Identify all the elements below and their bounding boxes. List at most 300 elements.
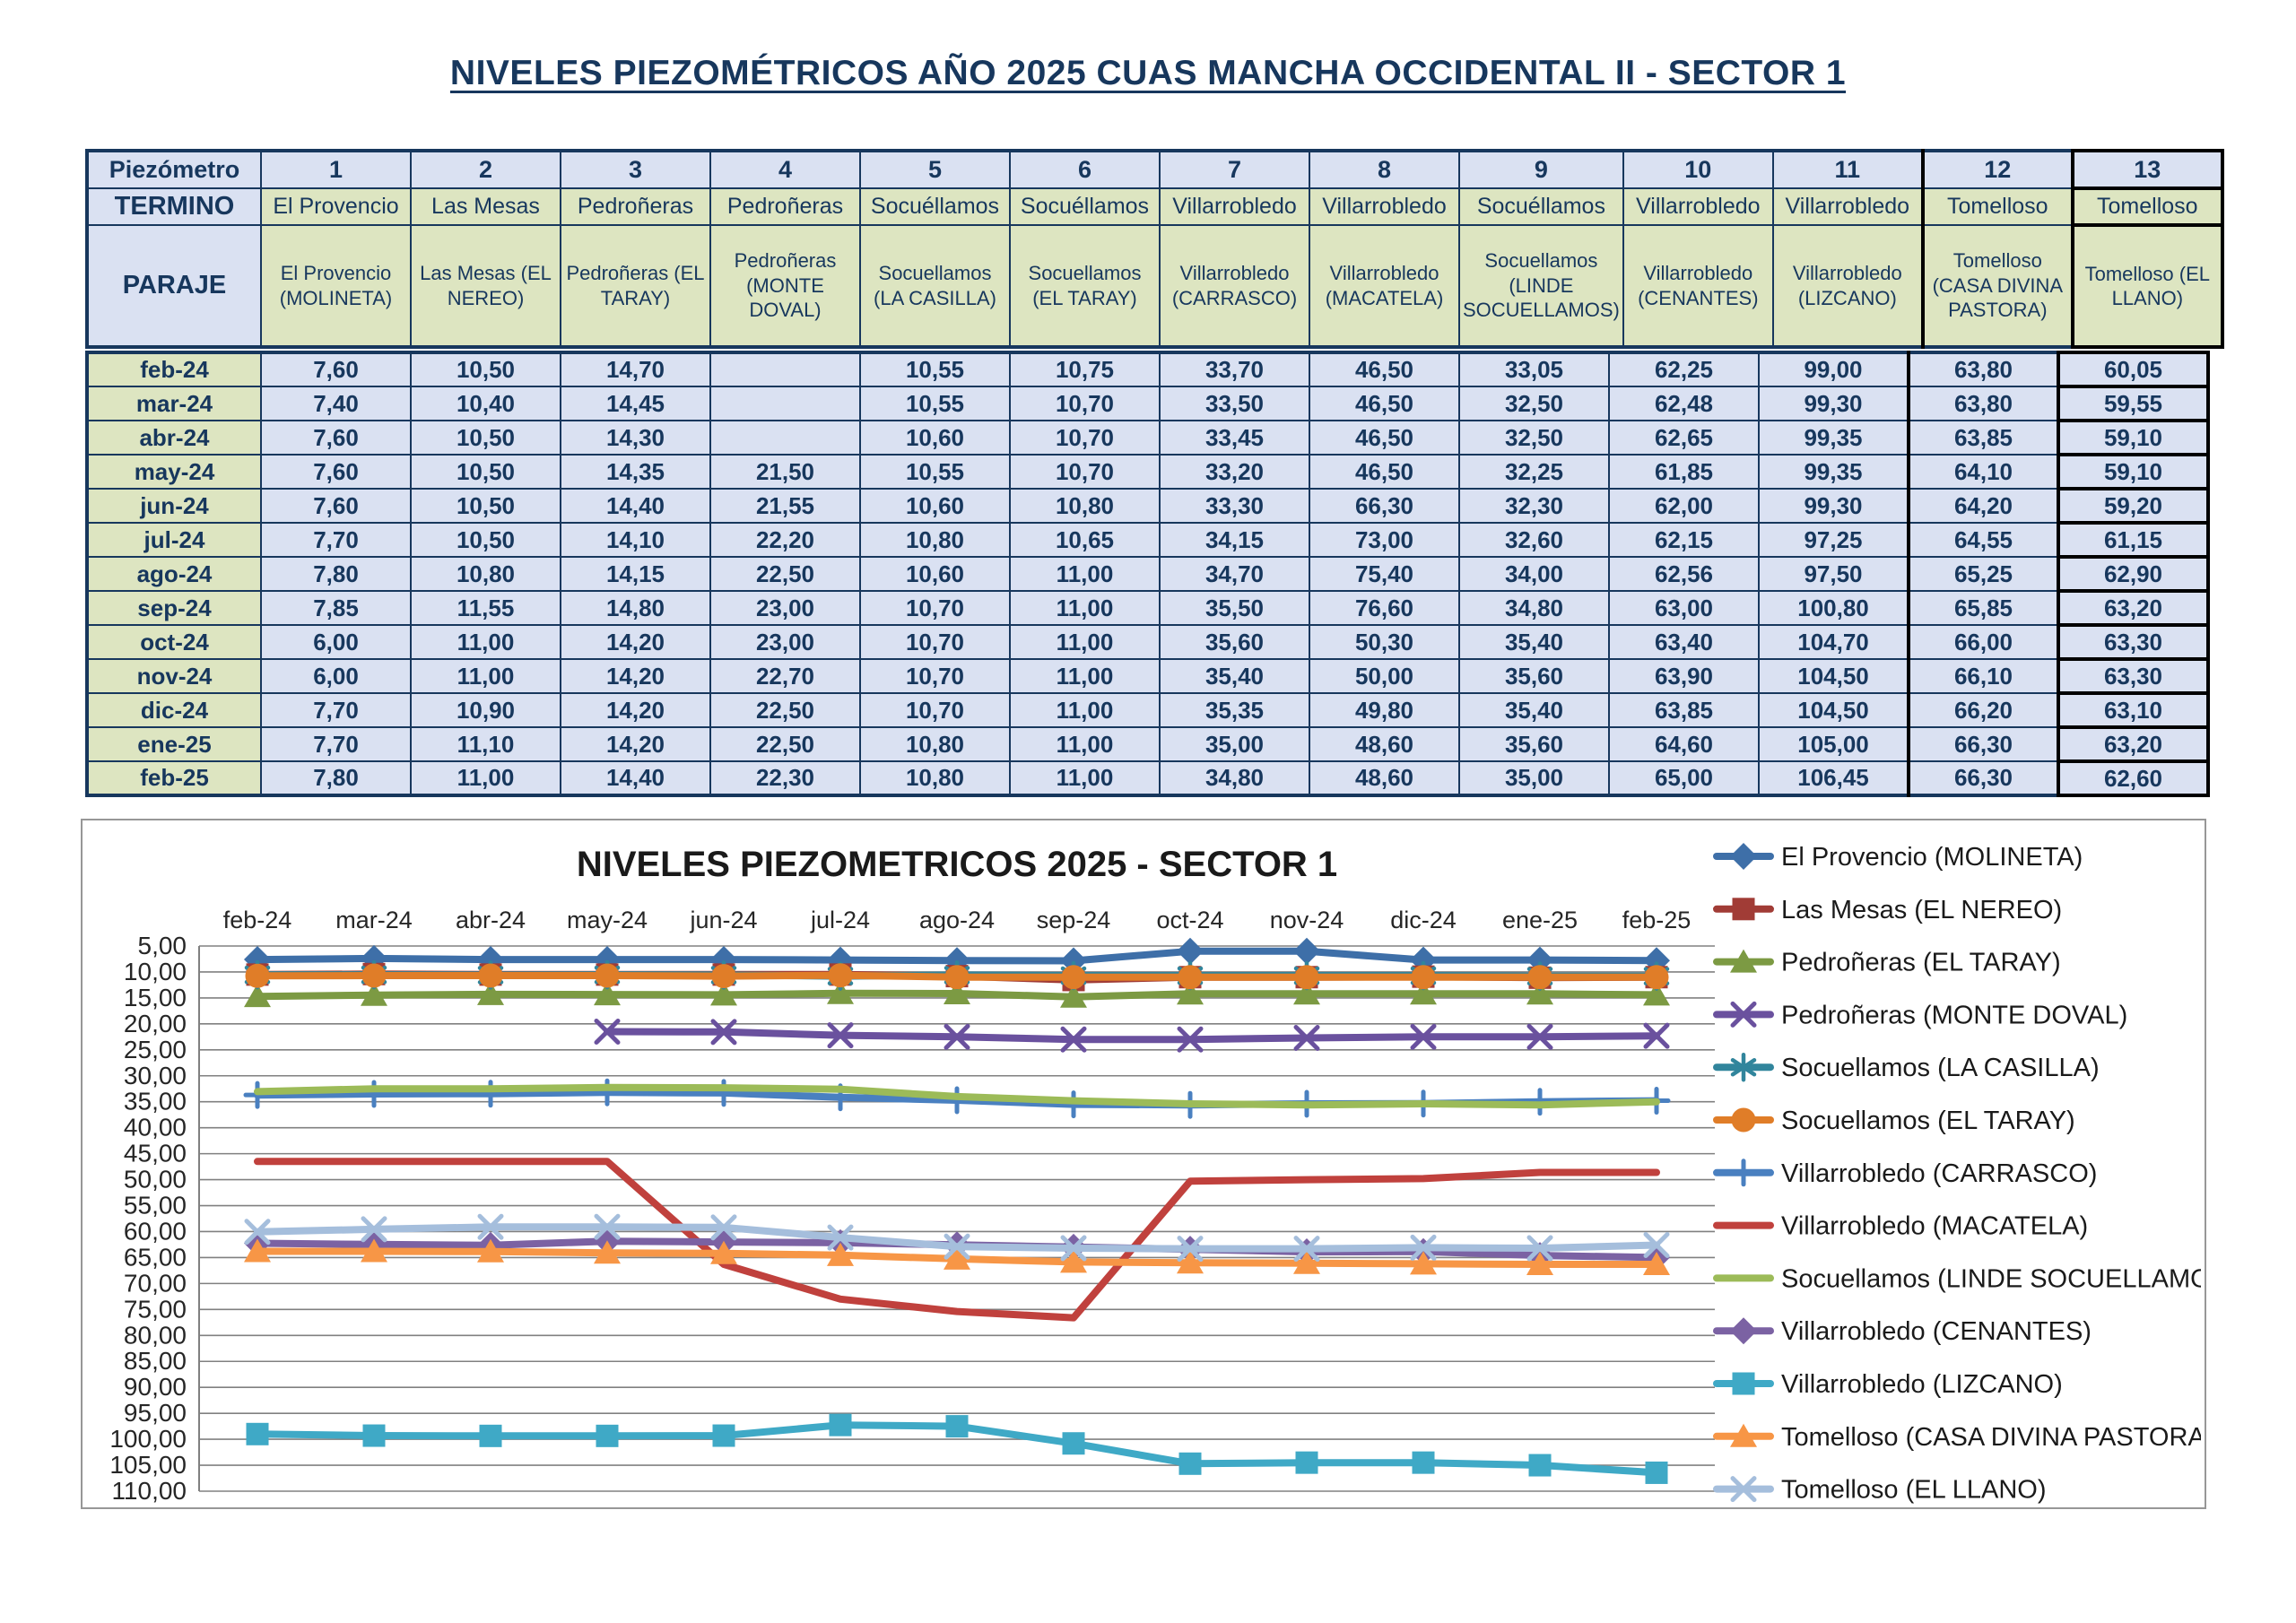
termino-cell[interactable]: Pedroñeras [710,188,860,225]
month-cell[interactable]: mar-24 [87,386,261,421]
marker-square [596,1425,619,1447]
marker-circle [362,964,387,988]
y-tick-label: 95,00 [123,1399,187,1428]
value-cell[interactable]: 63,20 [2058,727,2208,761]
value-cell[interactable]: 59,20 [2058,489,2208,523]
value-cell[interactable]: 62,00 [1609,489,1759,523]
value-cell[interactable]: 23,00 [710,591,860,625]
month-cell[interactable]: jul-24 [87,523,261,557]
value-cell[interactable]: 63,20 [2058,591,2208,625]
value-cell[interactable]: 63,40 [1609,625,1759,659]
piezometro-number-cell[interactable]: 11 [1773,151,1923,188]
value-cell[interactable] [710,421,860,455]
value-cell[interactable]: 62,25 [1609,352,1759,386]
value-cell[interactable]: 11,00 [1010,625,1160,659]
piezometro-number-cell[interactable]: 12 [1923,151,2073,188]
table-row [87,693,2208,727]
x-tick-label: nov-24 [1269,907,1344,933]
month-cell[interactable]: ago-24 [87,557,261,591]
value-cell[interactable]: 14,45 [561,386,710,421]
value-cell[interactable]: 99,00 [1759,352,1909,386]
paraje-cell[interactable]: Villarrobledo (LIZCANO) [1773,225,1923,347]
piezometro-number-cell[interactable]: 1 [261,151,411,188]
paraje-cell[interactable]: Tomelloso (CASA DIVINA PASTORA) [1923,225,2073,347]
y-tick-label: 10,00 [123,957,187,985]
value-cell[interactable]: 22,50 [710,693,860,727]
marker-circle [945,965,970,989]
value-cell[interactable]: 34,70 [1160,557,1309,591]
legend-entry [1717,1001,2127,1029]
month-cell[interactable]: dic-24 [87,693,261,727]
y-tick-label: 60,00 [123,1217,187,1245]
value-cell[interactable]: 46,50 [1309,455,1459,489]
y-tick-label: 75,00 [123,1295,187,1324]
table-row [87,761,2208,795]
value-cell[interactable]: 50,00 [1309,659,1459,693]
x-tick-label: ago-24 [918,907,996,933]
value-cell[interactable]: 10,50 [411,455,561,489]
month-cell[interactable]: may-24 [87,455,261,489]
table-row [87,659,2208,693]
value-cell[interactable]: 11,00 [1010,727,1160,761]
value-cell[interactable]: 50,30 [1309,625,1459,659]
month-cell[interactable]: abr-24 [87,421,261,455]
value-cell[interactable]: 22,50 [710,557,860,591]
marker-square [1063,1432,1085,1454]
value-cell[interactable]: 35,40 [1459,693,1609,727]
value-cell[interactable]: 64,20 [1909,489,2058,523]
x-tick-label: sep-24 [1036,907,1111,933]
value-cell[interactable]: 10,70 [860,591,1010,625]
value-cell[interactable]: 99,30 [1759,386,1909,421]
value-cell[interactable]: 14,80 [561,591,710,625]
value-cell[interactable]: 14,70 [561,352,710,386]
marker-circle [246,964,270,988]
legend-label: Villarrobledo (CARRASCO) [1781,1159,2098,1188]
month-cell[interactable]: jun-24 [87,489,261,523]
value-cell[interactable]: 10,65 [1010,523,1160,557]
value-cell[interactable]: 64,10 [1909,455,2058,489]
month-cell[interactable]: nov-24 [87,659,261,693]
value-cell[interactable]: 35,60 [1459,727,1609,761]
value-cell[interactable]: 35,40 [1160,659,1309,693]
value-cell[interactable]: 21,50 [710,455,860,489]
value-cell[interactable]: 11,00 [411,761,561,795]
value-cell[interactable]: 10,75 [1010,352,1160,386]
value-cell[interactable]: 7,70 [261,693,411,727]
marker-square [363,1425,386,1447]
series-villarrobledo-lizcano [247,1414,1668,1484]
paraje-cell[interactable]: Socuellamos (LINDE SOCUELLAMOS) [1459,225,1623,347]
value-cell[interactable]: 99,35 [1759,421,1909,455]
value-cell[interactable]: 22,50 [710,727,860,761]
value-cell[interactable]: 10,70 [860,625,1010,659]
y-tick-label: 90,00 [123,1373,187,1402]
paraje-cell[interactable]: Villarrobledo (CARRASCO) [1160,225,1309,347]
value-cell[interactable]: 35,60 [1459,659,1609,693]
value-cell[interactable]: 62,90 [2058,557,2208,591]
value-cell[interactable]: 73,00 [1309,523,1459,557]
y-tick-label: 20,00 [123,1009,187,1037]
value-cell[interactable]: 6,00 [261,625,411,659]
legend-entry [1717,1212,2088,1241]
value-cell[interactable]: 10,80 [411,557,561,591]
x-tick-label: dic-24 [1390,907,1457,933]
value-cell[interactable]: 10,70 [1010,421,1160,455]
value-cell[interactable]: 10,50 [411,352,561,386]
marker-square [1179,1453,1202,1475]
value-cell[interactable]: 46,50 [1309,386,1459,421]
legend-label: Villarrobledo (CENANTES) [1781,1317,2092,1347]
marker-square [713,1425,735,1447]
marker-circle [1645,965,1669,989]
value-cell[interactable]: 66,30 [1309,489,1459,523]
value-cell[interactable]: 100,80 [1759,591,1909,625]
legend-entry [1717,1159,2097,1188]
value-cell[interactable]: 65,85 [1909,591,2058,625]
value-cell[interactable]: 62,65 [1609,421,1759,455]
value-cell[interactable]: 7,40 [261,386,411,421]
value-cell[interactable]: 14,40 [561,489,710,523]
termino-cell[interactable]: Socuéllamos [1459,188,1623,225]
value-cell[interactable]: 62,48 [1609,386,1759,421]
value-cell[interactable]: 99,30 [1759,489,1909,523]
piezometro-number-cell[interactable]: 5 [860,151,1010,188]
paraje-cell[interactable]: Pedroñeras (MONTE DOVAL) [710,225,860,347]
y-tick-label: 45,00 [123,1139,187,1167]
value-cell[interactable]: 7,70 [261,727,411,761]
piezometro-corner-label: Piezómetro [87,151,261,188]
table-row [87,523,2208,557]
legend-label: Socuellamos (LINDE SOCUELLAMOS) [1781,1264,2201,1294]
termino-cell[interactable]: Villarrobledo [1309,188,1459,225]
marker-square [1529,1454,1552,1477]
paraje-row [87,225,2222,347]
series-line [607,1032,1657,1040]
legend-label: Las Mesas (EL NEREO) [1781,895,2063,924]
value-cell[interactable]: 10,80 [860,727,1010,761]
value-cell[interactable]: 11,00 [1010,761,1160,795]
value-cell[interactable]: 7,60 [261,352,411,386]
piezometro-number-cell[interactable]: 10 [1623,151,1773,188]
value-cell[interactable]: 23,00 [710,625,860,659]
value-cell[interactable]: 14,30 [561,421,710,455]
value-cell[interactable]: 14,15 [561,557,710,591]
y-tick-label: 65,00 [123,1243,187,1271]
value-cell[interactable]: 33,50 [1160,386,1309,421]
value-cell[interactable]: 59,10 [2058,455,2208,489]
value-cell[interactable]: 11,00 [411,625,561,659]
y-tick-label: 80,00 [123,1321,187,1350]
value-cell[interactable]: 7,85 [261,591,411,625]
value-cell[interactable]: 22,70 [710,659,860,693]
month-cell[interactable]: oct-24 [87,625,261,659]
piezometro-number-cell[interactable]: 3 [561,151,710,188]
y-tick-label: 15,00 [123,983,187,1011]
marker-square [1733,898,1755,920]
value-cell[interactable]: 49,80 [1309,693,1459,727]
chart-panel [81,819,2206,1509]
value-cell[interactable]: 10,60 [860,557,1010,591]
value-cell[interactable]: 59,10 [2058,421,2208,455]
value-cell[interactable]: 48,60 [1309,727,1459,761]
value-cell[interactable]: 35,35 [1160,693,1309,727]
value-cell[interactable]: 7,80 [261,557,411,591]
piezometro-number-cell[interactable]: 9 [1459,151,1623,188]
piezometric-line-chart [83,820,2201,1504]
chart-legend [1717,843,2201,1504]
value-cell[interactable]: 63,30 [2058,625,2208,659]
value-cell[interactable]: 21,55 [710,489,860,523]
value-cell[interactable]: 61,15 [2058,523,2208,557]
piezometro-number-cell[interactable]: 8 [1309,151,1459,188]
legend-entry [1717,1317,2092,1346]
y-tick-label: 105,00 [109,1451,187,1480]
paraje-cell[interactable]: Tomelloso (EL LLANO) [2073,225,2222,347]
value-cell[interactable]: 99,35 [1759,455,1909,489]
value-cell[interactable]: 59,55 [2058,386,2208,421]
value-cell[interactable]: 14,35 [561,455,710,489]
value-cell[interactable]: 10,70 [1010,455,1160,489]
x-tick-label: abr-24 [455,907,526,933]
value-cell[interactable]: 10,80 [860,761,1010,795]
termino-cell[interactable]: Villarrobledo [1160,188,1309,225]
y-tick-label: 55,00 [123,1191,187,1219]
paraje-cell[interactable]: Las Mesas (EL NEREO) [411,225,561,347]
value-cell[interactable]: 10,70 [860,693,1010,727]
legend-entry [1717,949,2061,977]
value-cell[interactable]: 60,05 [2058,352,2208,386]
value-cell[interactable]: 35,00 [1459,761,1609,795]
legend-label: Socuellamos (EL TARAY) [1781,1107,2075,1135]
value-cell[interactable]: 10,40 [411,386,561,421]
legend-entry [1717,843,2083,872]
value-cell[interactable]: 33,45 [1160,421,1309,455]
termino-cell[interactable]: Socuéllamos [860,188,1010,225]
value-cell[interactable]: 34,80 [1459,591,1609,625]
value-cell[interactable]: 32,30 [1459,489,1609,523]
value-cell[interactable]: 11,00 [1010,557,1160,591]
value-cell[interactable]: 66,30 [1909,761,2058,795]
value-cell[interactable]: 10,80 [860,523,1010,557]
value-cell[interactable]: 76,60 [1309,591,1459,625]
value-cell[interactable]: 35,00 [1160,727,1309,761]
marker-square [1296,1452,1318,1474]
value-cell[interactable]: 63,30 [2058,659,2208,693]
month-cell[interactable]: ene-25 [87,727,261,761]
value-cell[interactable]: 7,80 [261,761,411,795]
month-cell[interactable]: sep-24 [87,591,261,625]
value-cell[interactable]: 14,20 [561,693,710,727]
marker-square [480,1425,502,1447]
piezometro-number-cell[interactable]: 6 [1010,151,1160,188]
value-cell[interactable]: 65,00 [1609,761,1759,795]
value-cell[interactable]: 34,15 [1160,523,1309,557]
value-cell[interactable]: 14,20 [561,659,710,693]
month-cell[interactable]: feb-25 [87,761,261,795]
legend-label: Villarrobledo (LIZCANO) [1781,1370,2063,1399]
value-cell[interactable]: 7,60 [261,489,411,523]
value-cell[interactable]: 104,50 [1759,659,1909,693]
value-cell[interactable]: 7,60 [261,455,411,489]
value-cell[interactable] [710,386,860,421]
value-cell[interactable]: 10,60 [860,489,1010,523]
value-cell[interactable]: 66,10 [1909,659,2058,693]
value-cell[interactable]: 65,25 [1909,557,2058,591]
value-cell[interactable]: 104,50 [1759,693,1909,727]
marker-square [1733,1373,1755,1395]
value-cell[interactable]: 61,85 [1609,455,1759,489]
value-cell[interactable]: 10,70 [860,659,1010,693]
value-cell[interactable]: 66,20 [1909,693,2058,727]
table-row [87,352,2208,386]
paraje-cell[interactable]: El Provencio (MOLINETA) [261,225,411,347]
value-cell[interactable]: 10,50 [411,489,561,523]
value-cell[interactable]: 11,10 [411,727,561,761]
value-cell[interactable]: 35,50 [1160,591,1309,625]
value-cell[interactable]: 10,60 [860,421,1010,455]
chart-title: NIVELES PIEZOMETRICOS 2025 - SECTOR 1 [576,845,1338,884]
value-cell[interactable]: 97,50 [1759,557,1909,591]
value-cell[interactable]: 34,80 [1160,761,1309,795]
value-cell[interactable]: 35,60 [1160,625,1309,659]
value-cell[interactable]: 63,10 [2058,693,2208,727]
value-cell[interactable]: 63,00 [1609,591,1759,625]
value-cell[interactable]: 62,60 [2058,761,2208,795]
value-cell[interactable]: 22,20 [710,523,860,557]
table-row [87,557,2208,591]
value-cell[interactable]: 66,00 [1909,625,2058,659]
value-cell[interactable]: 63,90 [1609,659,1759,693]
termino-cell[interactable]: Socuéllamos [1010,188,1160,225]
value-cell[interactable]: 63,85 [1909,421,2058,455]
table-row [87,421,2208,455]
y-tick-label: 40,00 [123,1113,187,1141]
value-cell[interactable]: 33,30 [1160,489,1309,523]
value-cell[interactable]: 10,50 [411,421,561,455]
value-cell[interactable]: 10,80 [1010,489,1160,523]
termino-cell[interactable]: Villarrobledo [1773,188,1923,225]
value-cell[interactable]: 66,30 [1909,727,2058,761]
value-cell[interactable]: 104,70 [1759,625,1909,659]
value-cell[interactable]: 22,30 [710,761,860,795]
x-tick-label: may-24 [566,907,648,933]
value-cell[interactable]: 46,50 [1309,421,1459,455]
legend-label: Pedroñeras (EL TARAY) [1781,948,2061,977]
marker-circle [1062,965,1086,989]
value-cell[interactable]: 64,60 [1609,727,1759,761]
marker-circle [829,963,853,987]
value-cell[interactable]: 62,15 [1609,523,1759,557]
value-cell[interactable]: 46,50 [1309,352,1459,386]
value-cell[interactable]: 63,80 [1909,386,2058,421]
table-row [87,455,2208,489]
termino-cell[interactable]: Tomelloso [2073,188,2222,225]
termino-cell[interactable]: Pedroñeras [561,188,710,225]
legend-label: Tomelloso (CASA DIVINA PASTORA) [1781,1422,2201,1452]
paraje-cell[interactable]: Socuellamos (LA CASILLA) [860,225,1010,347]
value-cell[interactable]: 33,70 [1160,352,1309,386]
value-cell[interactable]: 75,40 [1309,557,1459,591]
value-cell[interactable]: 32,50 [1459,421,1609,455]
termino-cell[interactable]: Tomelloso [1923,188,2073,225]
value-cell[interactable]: 32,60 [1459,523,1609,557]
piezometer-header-table [85,149,2224,349]
value-cell[interactable]: 35,40 [1459,625,1609,659]
value-cell[interactable]: 10,55 [860,386,1010,421]
value-cell[interactable]: 32,50 [1459,386,1609,421]
value-cell[interactable]: 10,55 [860,455,1010,489]
series-pedro-eras-monte-doval [596,1021,1667,1051]
value-cell[interactable]: 7,70 [261,523,411,557]
paraje-row-label: PARAJE [87,225,261,347]
value-cell[interactable]: 48,60 [1309,761,1459,795]
marker-circle [1295,965,1319,989]
paraje-cell[interactable]: Socuellamos (EL TARAY) [1010,225,1160,347]
piezometro-number-cell[interactable]: 4 [710,151,860,188]
value-cell[interactable]: 14,20 [561,727,710,761]
marker-circle [712,964,736,988]
value-cell[interactable] [710,352,860,386]
marker-square [830,1414,852,1436]
value-cell[interactable]: 14,10 [561,523,710,557]
value-cell[interactable]: 64,55 [1909,523,2058,557]
value-cell[interactable]: 14,20 [561,625,710,659]
value-cell[interactable]: 14,40 [561,761,710,795]
piezometro-number-cell[interactable]: 2 [411,151,561,188]
value-cell[interactable]: 97,25 [1759,523,1909,557]
value-cell[interactable]: 33,05 [1459,352,1609,386]
value-cell[interactable]: 63,80 [1909,352,2058,386]
legend-entry [1717,896,2062,924]
termino-cell[interactable]: Las Mesas [411,188,561,225]
value-cell[interactable]: 62,56 [1609,557,1759,591]
piezometro-number-cell[interactable]: 7 [1160,151,1309,188]
value-cell[interactable]: 11,55 [411,591,561,625]
value-cell[interactable]: 63,85 [1609,693,1759,727]
value-cell[interactable]: 34,00 [1459,557,1609,591]
value-cell[interactable]: 10,55 [860,352,1010,386]
value-cell[interactable]: 10,70 [1010,386,1160,421]
legend-entry [1717,1423,2201,1452]
legend-entry [1717,1054,2100,1082]
value-cell[interactable]: 11,00 [1010,659,1160,693]
value-cell[interactable]: 33,20 [1160,455,1309,489]
value-cell[interactable]: 11,00 [411,659,561,693]
value-cell[interactable]: 32,25 [1459,455,1609,489]
value-cell[interactable]: 6,00 [261,659,411,693]
value-cell[interactable]: 11,00 [1010,591,1160,625]
marker-circle [1732,1108,1756,1133]
value-cell[interactable]: 10,90 [411,693,561,727]
x-tick-label: jun-24 [690,907,758,933]
value-cell[interactable]: 105,00 [1759,727,1909,761]
value-cell[interactable]: 7,60 [261,421,411,455]
termino-cell[interactable]: Villarrobledo [1623,188,1773,225]
y-tick-label: 30,00 [123,1061,187,1089]
table-row [87,489,2208,523]
paraje-cell[interactable]: Villarrobledo (MACATELA) [1309,225,1459,347]
value-cell[interactable]: 11,00 [1010,693,1160,727]
termino-cell[interactable]: El Provencio [261,188,411,225]
paraje-cell[interactable]: Pedroñeras (EL TARAY) [561,225,710,347]
value-cell[interactable]: 10,50 [411,523,561,557]
piezometro-number-cell[interactable]: 13 [2073,151,2222,188]
month-cell[interactable]: feb-24 [87,352,261,386]
y-tick-label: 110,00 [111,1477,187,1504]
value-cell[interactable]: 106,45 [1759,761,1909,795]
paraje-cell[interactable]: Villarrobledo (CENANTES) [1623,225,1773,347]
